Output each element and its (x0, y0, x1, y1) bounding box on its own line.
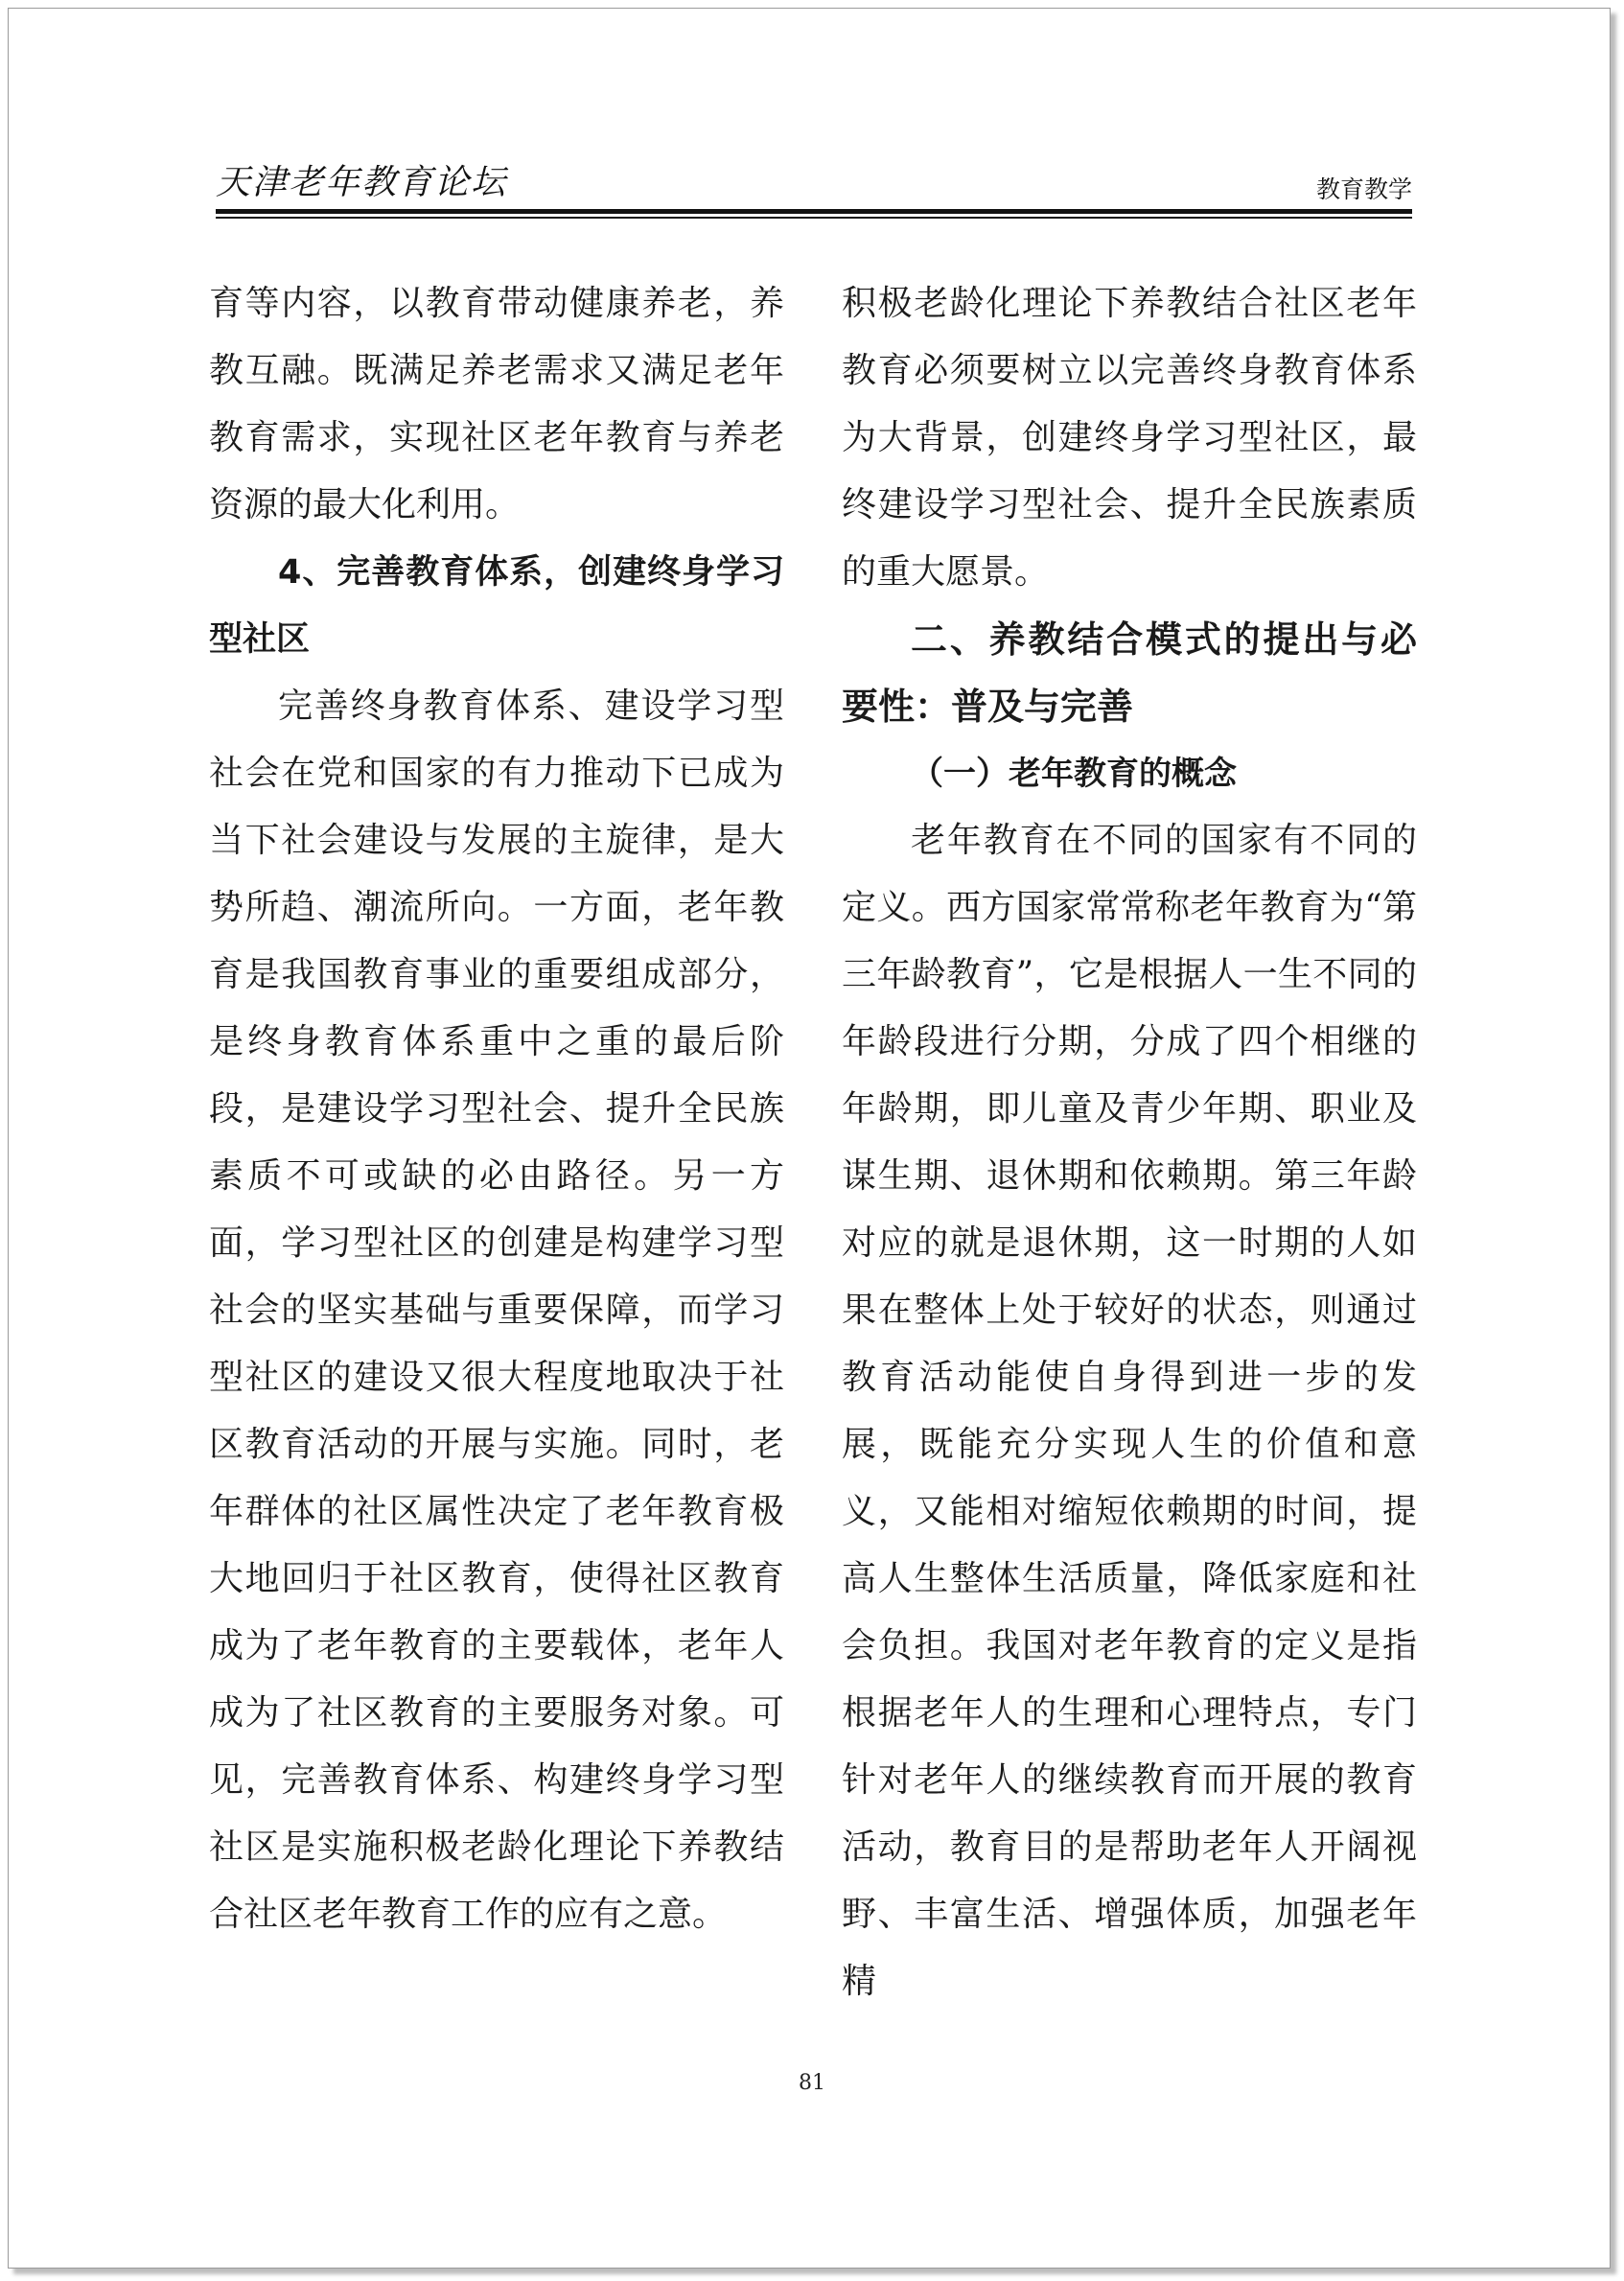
paragraph: 完善终身教育体系、建设学习型社会在党和国家的有力推动下已成为当下社会建设与发展的主旋律，是大势所趋、潮流所向。一方面，老年教育是我国教育事业的重要组成部分，是终身教育体系重中之重的最后阶段，是建设学习型社会、提升全民族素质不可或缺的必由路径。另一方面，学习型社区的创建是构建学习型社会的坚实基础与重要保障，而学习型社区的建设又很大程度地取决于社区教育活动的开展与实施。同时，老年群体的社区属性决定了老年教育极大地回归于社区教育，使得社区教育成为了老年教育的主要载体，老年人成为了社区教育的主要服务对象。可见，完善教育体系、构建终身学习型社区是实施积极老龄化理论下养教结合社区老年教育工作的应有之意。 (209, 687, 784, 1934)
header-rule-thin (216, 217, 1412, 219)
left-column (209, 270, 784, 1948)
paragraph: 积极老龄化理论下养教结合社区老年教育必须要树立以完善终身教育体系为大背景，创建终身学习型社区，最终建设学习型社会、提升全民族素质的重大愿景。 (842, 284, 1417, 592)
subsection-heading: （一）老年教育的概念 (911, 755, 1237, 793)
header-rule-thick (216, 209, 1412, 214)
journal-title-calligraphy: 天津老年教育论坛 (216, 163, 508, 202)
subheading: 4、完善教育体系，创建终身学习型社区 (209, 553, 784, 659)
right-column (842, 270, 1417, 2015)
paragraph: 育等内容，以教育带动健康养老，养教互融。既满足养老需求又满足老年教育需求，实现社区老年教育与养老资源的最大化利用。 (209, 284, 784, 524)
section-heading: 二、养教结合模式的提出与必要性：普及与完善 (842, 618, 1417, 728)
page-number: 81 (799, 2071, 825, 2095)
paragraph: 老年教育在不同的国家有不同的定义。西方国家常常称老年教育为“第三年龄教育”，它是根据人一生不同的年龄段进行分期，分成了四个相继的年龄期，即儿童及青少年期、职业及谋生期、退休期和依赖期。第三年龄对应的就是退休期，这一时期的人如果在整体上处于较好的状态，则通过教育活动能使自身得到进一步的发展，既能充分实现人生的价值和意义，又能相对缩短依赖期的时间，提高人生整体生活质量，降低家庭和社会负担。我国对老年教育的定义是指根据老年人的生理和心理特点，专门针对老年人的继续教育而开展的教育活动，教育目的是帮助老年人开阔视野、丰富生活、增强体质，加强老年精 (842, 821, 1417, 2001)
section-label: 教育教学 (1315, 175, 1412, 203)
